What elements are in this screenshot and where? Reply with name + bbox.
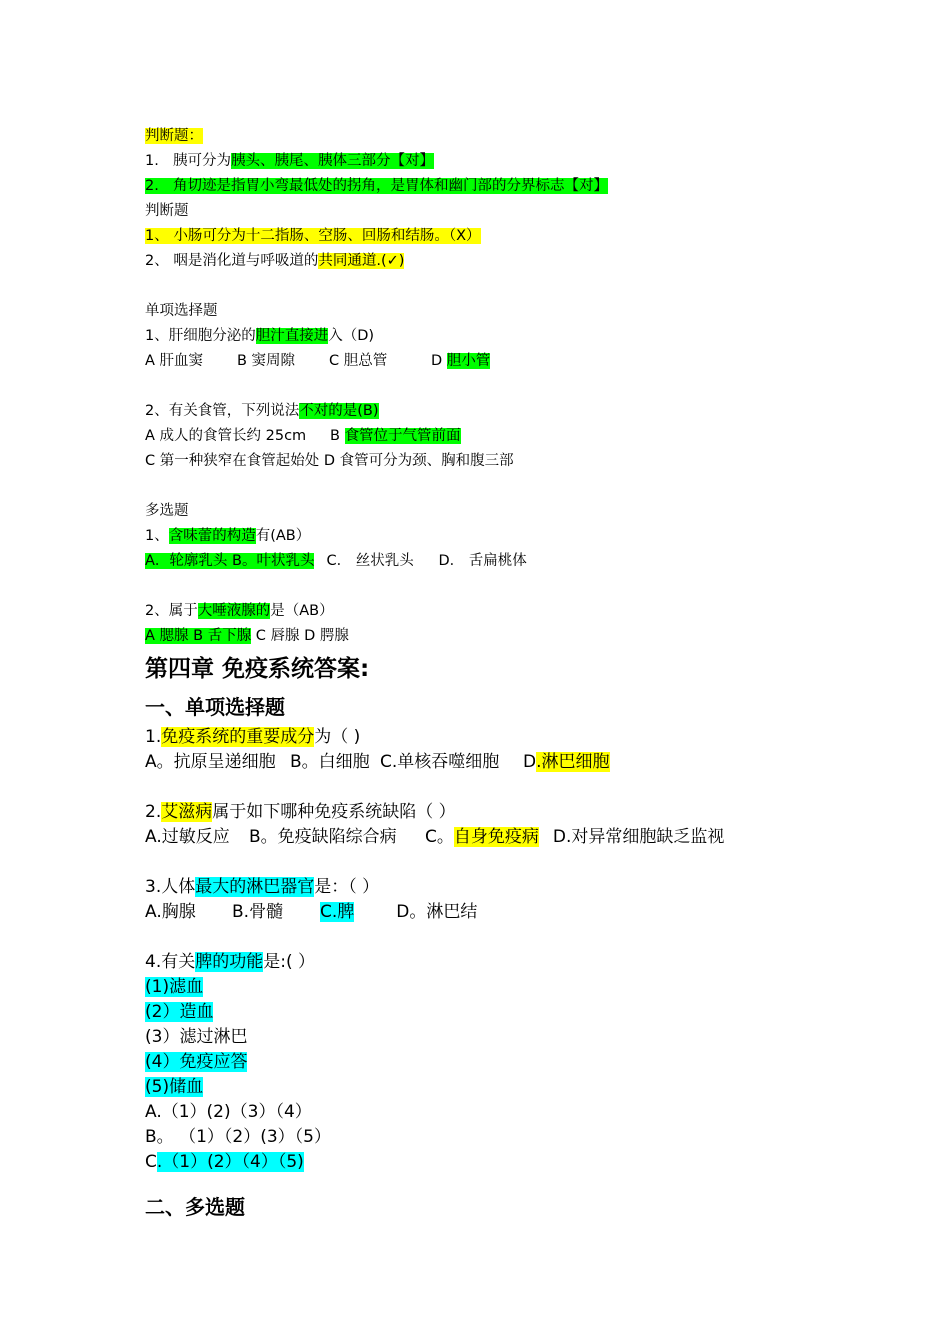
imm-q3: 3.人体最大的淋巴器官是：（ ） [145, 877, 380, 897]
imm-q2-options: A.过敏反应 B。免疫缺陷综合病 C。自身免疫病 D.对异常细胞缺乏监视 [145, 827, 725, 847]
single-q2: 2、有关食管，下列说法不对的是(B) [145, 403, 379, 419]
imm-q4-item: (4）免疫应答 [145, 1052, 248, 1072]
single-q2-options-2: C 第一种狭窄在食管起始处 D 食管可分为颈、胸和腹三部 [145, 453, 514, 469]
tf1-heading: 判断题： [145, 128, 203, 144]
imm-q4-item: (5)储血 [145, 1077, 204, 1097]
single-heading: 单项选择题 [145, 303, 218, 319]
section-single-choice: 一、单项选择题 [145, 695, 285, 719]
imm-q4-option-a: A.（1）(2)（3）（4） [145, 1102, 312, 1122]
chapter-title: 第四章 免疫系统答案: [145, 656, 370, 682]
tf2-heading: 判断题 [145, 203, 189, 219]
imm-q4-item: (3）滤过淋巴 [145, 1027, 248, 1047]
imm-q1-options: A。抗原呈递细胞 B。白细胞 C.单核吞噬细胞 D.淋巴细胞 [145, 752, 610, 772]
tf2-q2: 2、 咽是消化道与呼吸道的共同通道.(✓) [145, 253, 405, 269]
tf2-q1: 1、 小肠可分为十二指肠、空肠、回肠和结肠。（X） [145, 228, 481, 244]
multi-heading: 多选题 [145, 503, 189, 519]
multi-q1-options: A．轮廓乳头 B。叶状乳头 C． 丝状乳头 D． 舌扁桃体 [145, 553, 527, 569]
document-page [145, 124, 845, 1225]
imm-q4-item: (1)滤血 [145, 977, 204, 997]
multi-q2: 2、属于大唾液腺的是（AB） [145, 603, 334, 619]
tf1-q2: 2. 角切迹是指胃小弯最低处的拐角，是胃体和幽门部的分界标志【对】 [145, 178, 608, 194]
single-q1-options: A 肝血窦 B 窦周隙 C 胆总管 D 胆小管 [145, 353, 491, 369]
imm-q4-option-c: C.（1）(2）（4）（5) [145, 1152, 304, 1172]
single-q1: 1、肝细胞分泌的胆汁直接进入（D) [145, 328, 375, 344]
single-q2-options-1: A 成人的食管长约 25cm B 食管位于气管前面 [145, 428, 461, 444]
imm-q3-options: A.胸腺 B.骨髓 C.脾 D。淋巴结 [145, 902, 478, 922]
imm-q4: 4.有关脾的功能是:( ） [145, 952, 315, 972]
imm-q2: 2.艾滋病属于如下哪种免疫系统缺陷（ ） [145, 802, 456, 822]
imm-q4-item: (2）造血 [145, 1002, 214, 1022]
imm-q1: 1.免疫系统的重要成分为（ ) [145, 727, 361, 747]
multi-q1: 1、含味蕾的构造有(AB） [145, 528, 311, 544]
multi-q2-options: A 腮腺 B 舌下腺 C 唇腺 D 腭腺 [145, 628, 349, 644]
imm-q4-option-b: B。 （1）（2）(3）（5） [145, 1127, 331, 1147]
section-multi-choice: 二、多选题 [145, 1195, 245, 1219]
tf1-q1: 1. 胰可分为胰头、胰尾、胰体三部分【对】 [145, 153, 434, 169]
